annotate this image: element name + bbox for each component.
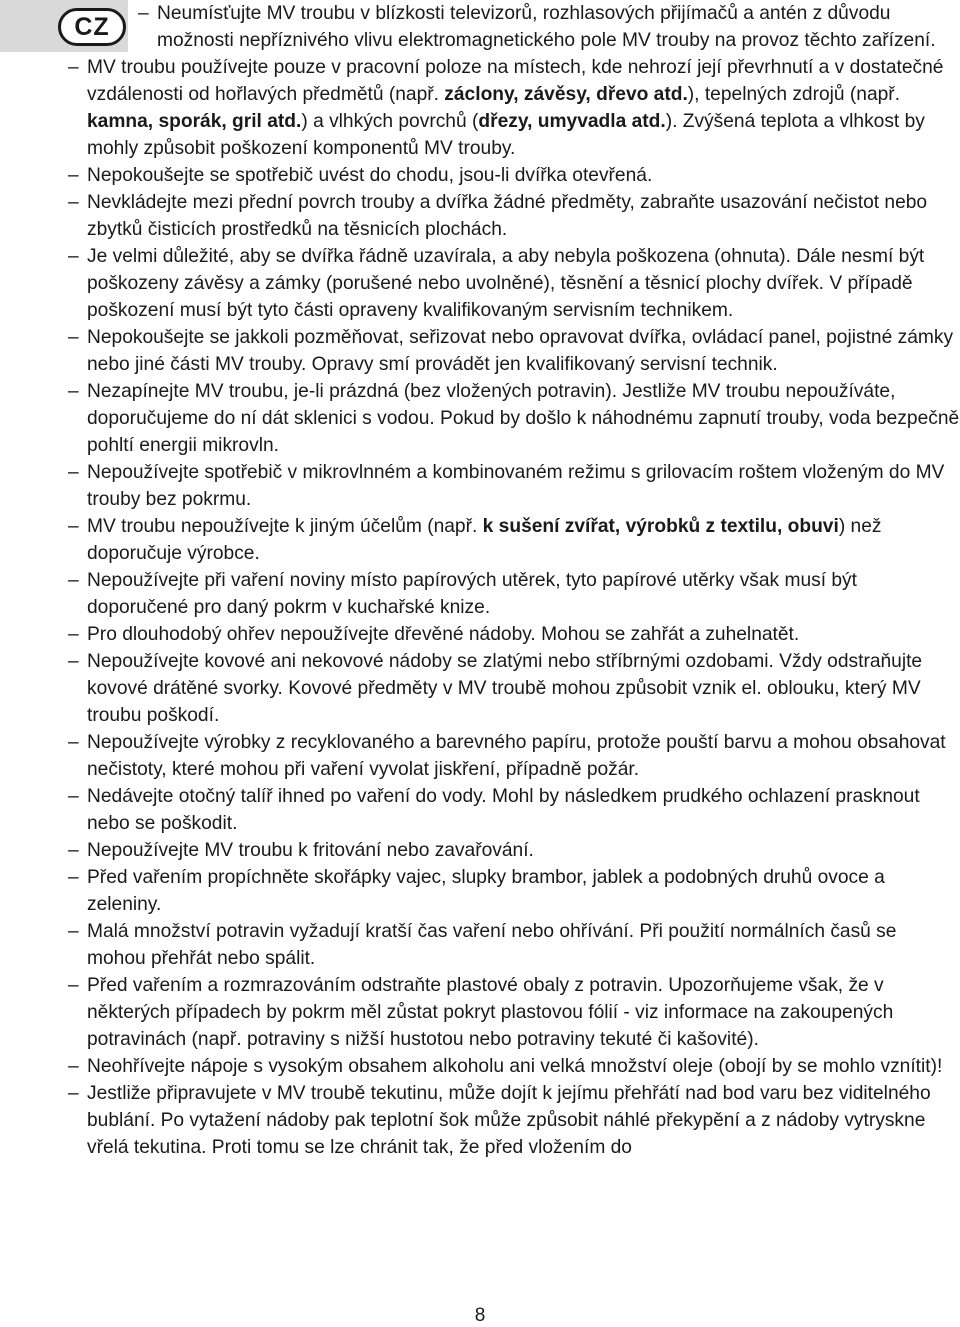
list-dash: –: [68, 381, 79, 402]
item-text: ). Zvýšená teplota a vlhkost by mohly způsobit poškození komponentů MV trouby.: [87, 111, 931, 159]
language-badge: CZ: [58, 8, 126, 46]
list-item: [68, 513, 960, 567]
list-dash: –: [68, 1056, 79, 1077]
item-text: Neumísťujte MV troubu v blízkosti televizorů, rozhlasových přijímačů a antén z důvodu možnosti nepříznivého vlivu elektromagnetického pole MV trouby na provoz těchto zařízení.: [157, 3, 936, 51]
item-text: Nepoužívejte výrobky z recyklovaného a barevného papíru, protože pouští barvu a mohou obsahovat nečistoty, které mohou při vaření vyvolat jiskření, případně požár.: [87, 732, 951, 780]
item-text: Nepokoušejte se spotřebič uvést do chodu, jsou-li dvířka otevřená.: [87, 165, 653, 186]
item-text: Nepoužívejte při vaření noviny místo papírových utěrek, tyto papírové utěrky však musí být doporučené pro daný pokrm v kuchařské knize.: [87, 570, 863, 618]
item-text: Neohřívejte nápoje s vysokým obsahem alkoholu ani velká množství oleje (obojí by se mohlo vznítit)!: [87, 1056, 943, 1077]
list-dash: –: [68, 867, 79, 888]
list-item: [68, 837, 960, 864]
list-item: [68, 1080, 960, 1161]
item-text: Nevkládejte mezi přední povrch trouby a dvířka žádné předměty, zabraňte usazování nečistot nebo zbytků čisticích prostředků na těsnicích plochách.: [87, 192, 933, 240]
emphasis-text: dřezy, umyvadla atd.: [478, 111, 666, 132]
list-dash: –: [68, 732, 79, 753]
list-dash: –: [68, 165, 79, 186]
list-dash: –: [68, 516, 79, 537]
list-dash: –: [68, 570, 79, 591]
list-item: [68, 918, 960, 972]
list-dash: –: [68, 975, 79, 996]
item-text: Pro dlouhodobý ohřev nepoužívejte dřevěné nádoby. Mohou se zahřát a zuhelnatět.: [87, 624, 800, 645]
list-dash: –: [68, 246, 79, 267]
emphasis-text: kamna, sporák, gril atd.: [87, 111, 302, 132]
item-text: Nepoužívejte spotřebič v mikrovlnném a kombinovaném režimu s grilovacím roštem vloženým do MV trouby bez pokrmu.: [87, 462, 950, 510]
item-text: MV troubu používejte pouze v pracovní poloze na místech, kde nehrozí její převrhnutí a v dostatečné vzdálenosti od hořlavých předmětů (např.: [87, 57, 949, 105]
item-text: Je velmi důležité, aby se dvířka řádně uzavírala, a aby nebyla poškozena (ohnuta). Dále nesmí být poškozeny závěsy a zámky (porušené nebo uvolněné), těsnění a těsnicí plochy dvířek. V případě poškození musí být tyto části opraveny kvalifikovaným servisním technikem.: [87, 246, 930, 321]
list-item: [68, 648, 960, 729]
item-text: Nepoužívejte kovové ani nekovové nádoby se zlatými nebo stříbrnými ozdobami. Vždy odstraňujte kovové drátěné svorky. Kovové předměty v MV troubě mohou způsobit vznik el. oblouku, který MV troubu poškodí.: [87, 651, 928, 726]
item-text: ), tepelných zdrojů (např.: [687, 84, 906, 105]
item-text: Před vařením propíchněte skořápky vajec, slupky brambor, jablek a podobných druhů ovoce a zeleniny.: [87, 867, 891, 915]
list-item: [68, 864, 960, 918]
list-dash: –: [68, 57, 79, 78]
item-text: ) a vlhkých povrchů (: [301, 111, 479, 132]
list-dash: –: [68, 192, 79, 213]
emphasis-text: záclony, závěsy, dřevo atd.: [444, 84, 688, 105]
item-text: Nepoužívejte MV troubu k fritování nebo zavařování.: [87, 840, 534, 861]
emphasis-text: k sušení zvířat, výrobků z textilu, obuvi: [482, 516, 839, 537]
list-dash: –: [68, 624, 79, 645]
list-item: [68, 972, 960, 1053]
list-item: [68, 54, 960, 162]
item-text: ) než doporučuje výrobce.: [87, 516, 887, 564]
item-text: Jestliže připravujete v MV troubě tekutinu, může dojít k jejímu přehřátí nad bod varu bez viditelného bublání. Po vytažení nádoby pak teplotní šok může způsobit náhlé překypění a z nádoby vytryskne vřelá tekutina. Proti tomu se lze chránit tak, že před vložením do: [87, 1083, 936, 1158]
list-dash: –: [138, 3, 149, 24]
page-number: 8: [474, 1305, 486, 1326]
list-item: [68, 378, 960, 459]
item-text: Před vařením a rozmrazováním odstraňte plastové obaly z potravin. Upozorňujeme však, že v některých případech by pokrm měl zůstat pokryt plastovou fólií - viz informace na zakoupených potravinách (např. potraviny s nižší hustotou nebo potraviny tekuté či kašovité).: [87, 975, 899, 1050]
list-item: [68, 783, 960, 837]
list-item: [68, 1053, 960, 1080]
list-item: [68, 162, 960, 189]
list-item: [138, 0, 960, 54]
list-dash: –: [68, 1083, 79, 1104]
item-text: Nedávejte otočný talíř ihned po vaření do vody. Mohl by následkem prudkého ochlazení prasknout nebo se poškodit.: [87, 786, 926, 834]
item-text: Nepokoušejte se jakkoli pozměňovat, seřizovat nebo opravovat dvířka, ovládací panel, pojistné zámky nebo jiné části MV trouby. Opravy smí provádět jen kvalifikovaný servisní technik.: [87, 327, 959, 375]
list-dash: –: [68, 840, 79, 861]
list-dash: –: [68, 921, 79, 942]
item-text: Malá množství potravin vyžadují kratší čas vaření nebo ohřívání. Při použití normálních časů se mohou přehřát nebo spálit.: [87, 921, 902, 969]
list-item: [68, 621, 960, 648]
list-item: [68, 567, 960, 621]
list-item: [68, 324, 960, 378]
list-dash: –: [68, 651, 79, 672]
list-item: [68, 243, 960, 324]
list-dash: –: [68, 327, 79, 348]
list-dash: –: [68, 786, 79, 807]
list-item: [68, 729, 960, 783]
item-text: MV troubu nepoužívejte k jiným účelům (např.: [87, 516, 483, 537]
list-item: [68, 189, 960, 243]
list-item: [68, 459, 960, 513]
list-dash: –: [68, 462, 79, 483]
item-text: Nezapínejte MV troubu, je-li prázdná (bez vložených potravin). Jestliže MV troubu nepoužíváte, doporučujeme do ní dát sklenici s vodou. Pokud by došlo k náhodnému zapnutí trouby, voda bezpečně pohltí energii mikrovln.: [87, 381, 960, 456]
safety-instructions-list: [68, 0, 960, 1161]
